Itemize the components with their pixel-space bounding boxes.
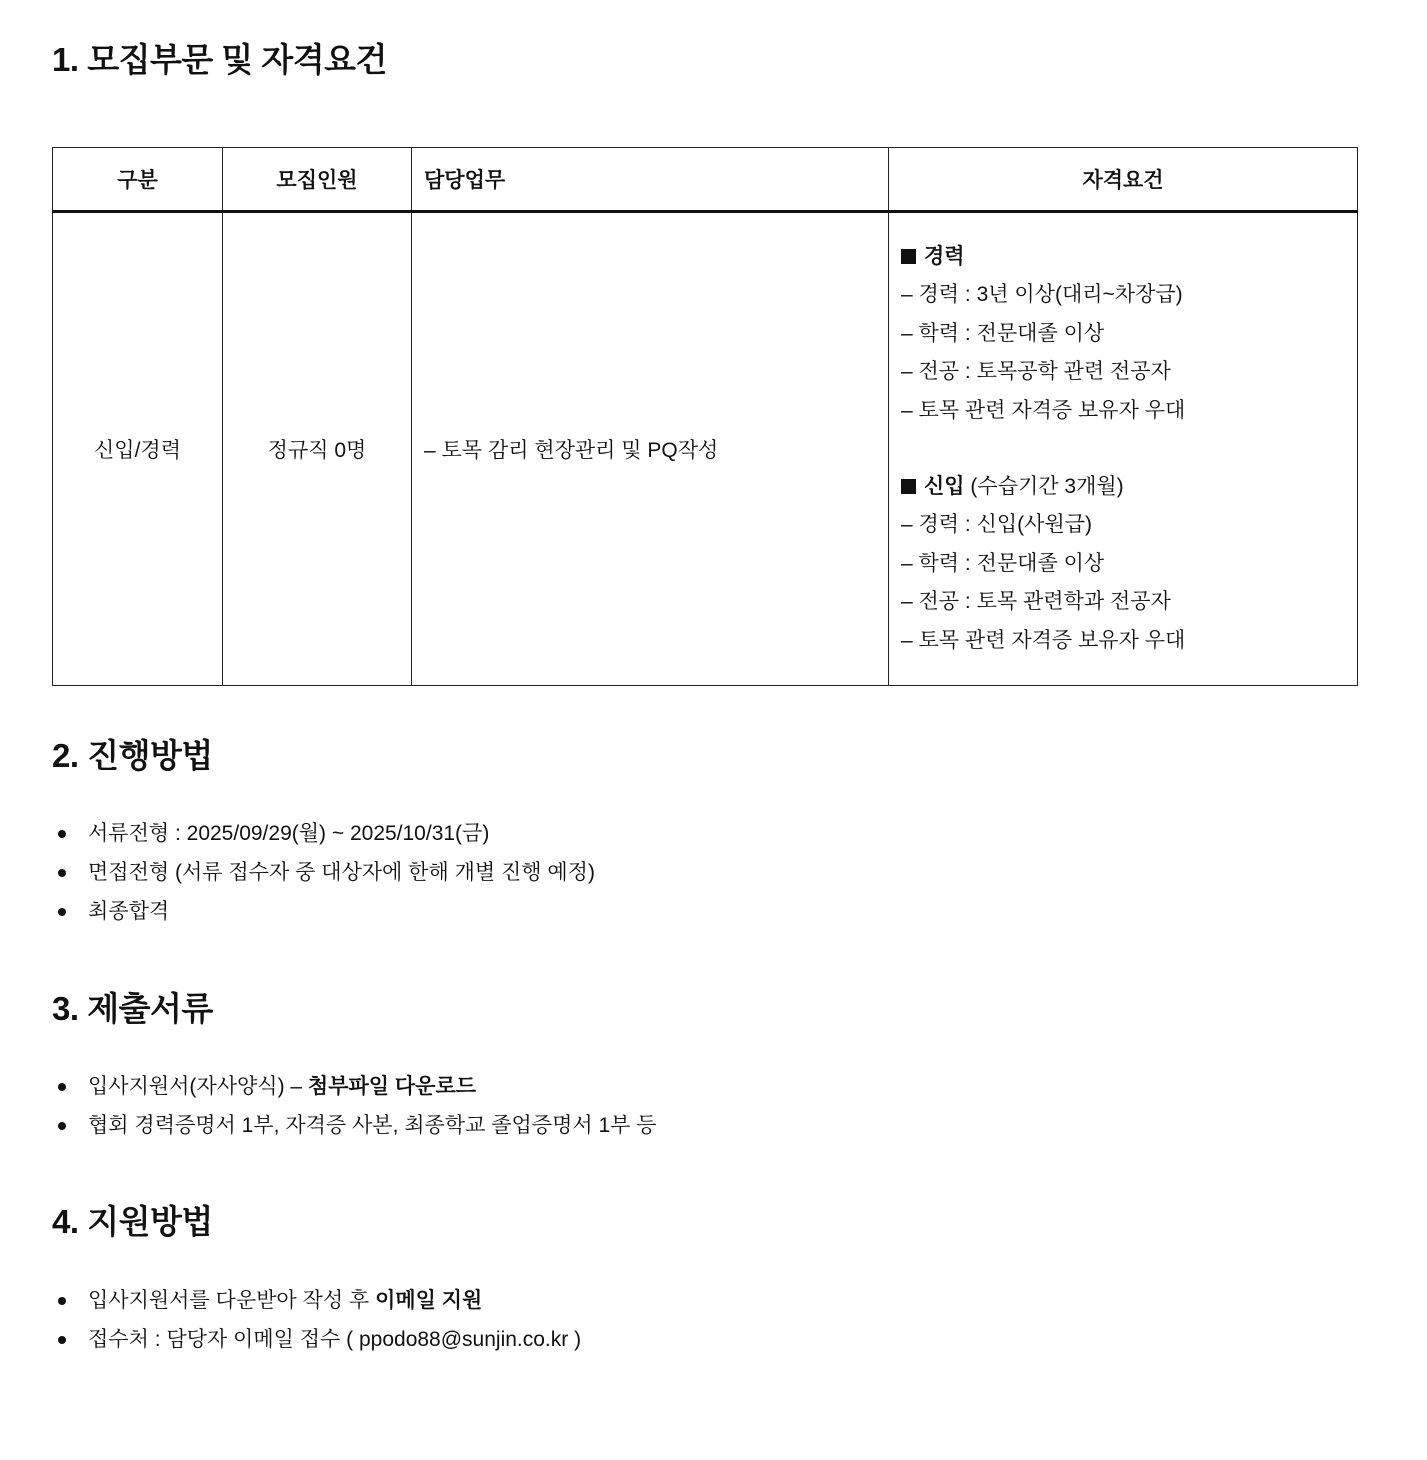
square-bullet-icon (901, 479, 916, 494)
list-item (52, 1320, 581, 1359)
qualification-label: 신입 (924, 475, 965, 498)
qualification-line: – 토목 관련 자격증 보유자 우대 (901, 628, 1186, 652)
bullet-icon (58, 1297, 66, 1305)
header-category: 구분 (53, 148, 223, 212)
cell-qualifications (889, 212, 1358, 686)
qualification-line: – 토목 관련 자격증 보유자 우대 (901, 398, 1186, 422)
list-item: 협회 경력증명서 1부, 자격증 사본, 최종학교 졸업증명서 1부 등 (52, 1106, 657, 1145)
contact-email-text[interactable]: 접수처 : 담당자 이메일 접수 ( ppodo88@sunjin.co.kr ) (88, 1328, 582, 1351)
list-item: 입사지원서(자사양식) – 첨부파일 다운로드 (52, 1067, 657, 1106)
list-item: 서류전형 : 2025/09/29(월) ~ 2025/10/31(금) (52, 814, 595, 853)
cell-duties: – 토목 감리 현장관리 및 PQ작성 (412, 212, 889, 686)
header-qualifications: 자격요건 (889, 148, 1358, 212)
header-headcount: 모집인원 (223, 148, 412, 212)
cell-category: 신입/경력 (53, 212, 223, 686)
qualification-group-experienced (901, 238, 1345, 430)
qualification-line: – 전공 : 토목 관련학과 전공자 (901, 590, 1171, 613)
qualification-line: – 학력 : 전문대졸 이상 (901, 321, 1105, 345)
qualification-label: 경력 (924, 245, 965, 268)
list-item: 입사지원서를 다운받아 작성 후 이메일 지원 (52, 1281, 581, 1320)
bullet-icon (58, 1336, 66, 1344)
qualification-line: – 전공 : 토목공학 관련 전공자 (901, 360, 1171, 383)
apply-list (52, 1281, 581, 1359)
section-title-apply: 4. 지원방법 (52, 1203, 213, 1240)
table-row (53, 212, 1358, 686)
bullet-icon (58, 1122, 66, 1130)
qualification-group-newcomer (901, 468, 1345, 660)
table-header-row (53, 148, 1358, 212)
list-item: 최종합격 (52, 892, 595, 931)
qualification-note: (수습기간 3개월) (964, 475, 1124, 498)
qualification-line: – 경력 : 3년 이상(대리~차장급) (901, 283, 1183, 306)
header-duties: 담당업무 (412, 148, 889, 212)
list-item: 면접전형 (서류 접수자 중 대상자에 한해 개별 진행 예정) (52, 853, 595, 892)
documents-list (52, 1067, 657, 1145)
section-title-documents: 3. 제출서류 (52, 990, 213, 1027)
process-list (52, 814, 595, 931)
email-apply-emphasis: 이메일 지원 (375, 1289, 483, 1312)
section-title-process: 2. 진행방법 (52, 737, 213, 774)
bullet-icon (58, 1083, 66, 1091)
bullet-icon (58, 830, 66, 838)
qualification-line: – 학력 : 전문대졸 이상 (901, 551, 1105, 575)
qualification-line: – 경력 : 신입(사원급) (901, 513, 1093, 536)
cell-headcount: 정규직 0명 (223, 212, 412, 686)
bullet-icon (58, 908, 66, 916)
attachment-download-link[interactable]: 첨부파일 다운로드 (307, 1075, 477, 1098)
recruitment-table (52, 147, 1358, 686)
square-bullet-icon (901, 249, 916, 264)
section-title-recruitment: 1. 모집부문 및 자격요건 (52, 41, 387, 78)
bullet-icon (58, 869, 66, 877)
